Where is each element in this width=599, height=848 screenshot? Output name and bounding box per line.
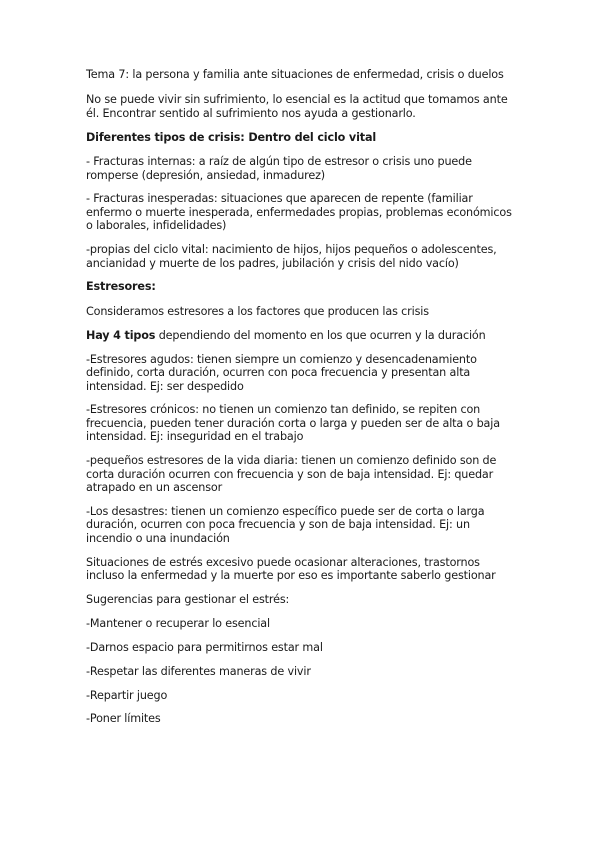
- crisis-types-heading: Diferentes tipos de crisis: Dentro del ciclo vital: [86, 130, 377, 144]
- stressor-type-item: -pequeños estresores de la vida diaria: tienen un comienzo definido son de corta duración ocurren con frecuencia y son de baja intensidad. Ej: quedar atrapado en un ascensor: [86, 454, 497, 494]
- stressors-heading: Estresores:: [86, 280, 156, 294]
- suggestion-item: -Repartir juego: [86, 688, 168, 702]
- crisis-type-item: -propias del ciclo vital: nacimiento de hijos, hijos pequeños o adolescentes, ancianidad y muerte de los padres, jubilación y crisis del nido vacío): [86, 243, 497, 270]
- document-title: Tema 7: la persona y familia ante situaciones de enfermedad, crisis o duelos: [86, 68, 504, 81]
- stressor-types-intro: [86, 329, 515, 342]
- stressor-type-item: -Estresores agudos: tienen siempre un comienzo y desencadenamiento definido, corta duración, ocurren con poca frecuencia y presentan alta intensidad. Ej: ser despedido: [86, 352, 477, 393]
- suggestion-item: -Respetar las diferentes maneras de vivir: [86, 664, 311, 678]
- crisis-type-item: - Fracturas inesperadas: situaciones que aparecen de repente (familiar enfermo o muerte inesperada, enfermedades propias, problemas económicos o laborales, infidelidades): [86, 192, 512, 233]
- suggestion-item: -Mantener o recuperar lo esencial: [86, 616, 270, 630]
- stressor-type-item: -Los desastres: tienen un comienzo específico puede ser de corta o larga duración, ocurren con poca frecuencia y son de baja intensidad. Ej: un incendio o una inundación: [86, 504, 485, 545]
- crisis-type-item: - Fracturas internas: a raíz de algún tipo de estresor o crisis uno puede romperse (depresión, ansiedad, inmadurez): [86, 155, 472, 182]
- stressors-definition: Consideramos estresores a los factores que producen las crisis: [86, 304, 429, 318]
- types-count-bold: Hay 4 tipos: [86, 328, 156, 342]
- intro-paragraph: No se puede vivir sin sufrimiento, lo esencial es la actitud que tomamos ante él. Encontrar sentido al sufrimiento nos ayuda a gestionarlo.: [86, 93, 508, 120]
- suggestion-item: -Darnos espacio para permitirnos estar mal: [86, 640, 323, 654]
- stressor-type-item: -Estresores crónicos: no tienen un comienzo tan definido, se repiten con frecuencia, pueden tener duración corta o larga y pueden ser de alta o baja intensidad. Ej: inseguridad en el trabajo: [86, 403, 500, 444]
- suggestion-item: -Poner límites: [86, 712, 161, 726]
- excess-stress-paragraph: Situaciones de estrés excesivo puede ocasionar alteraciones, trastornos incluso la enfermedad y la muerte por eso es importante saberlo gestionar: [86, 555, 496, 582]
- suggestions-heading: Sugerencias para gestionar el estrés:: [86, 592, 290, 606]
- types-count-rest: dependiendo del momento en los que ocurren y la duración: [155, 328, 486, 342]
